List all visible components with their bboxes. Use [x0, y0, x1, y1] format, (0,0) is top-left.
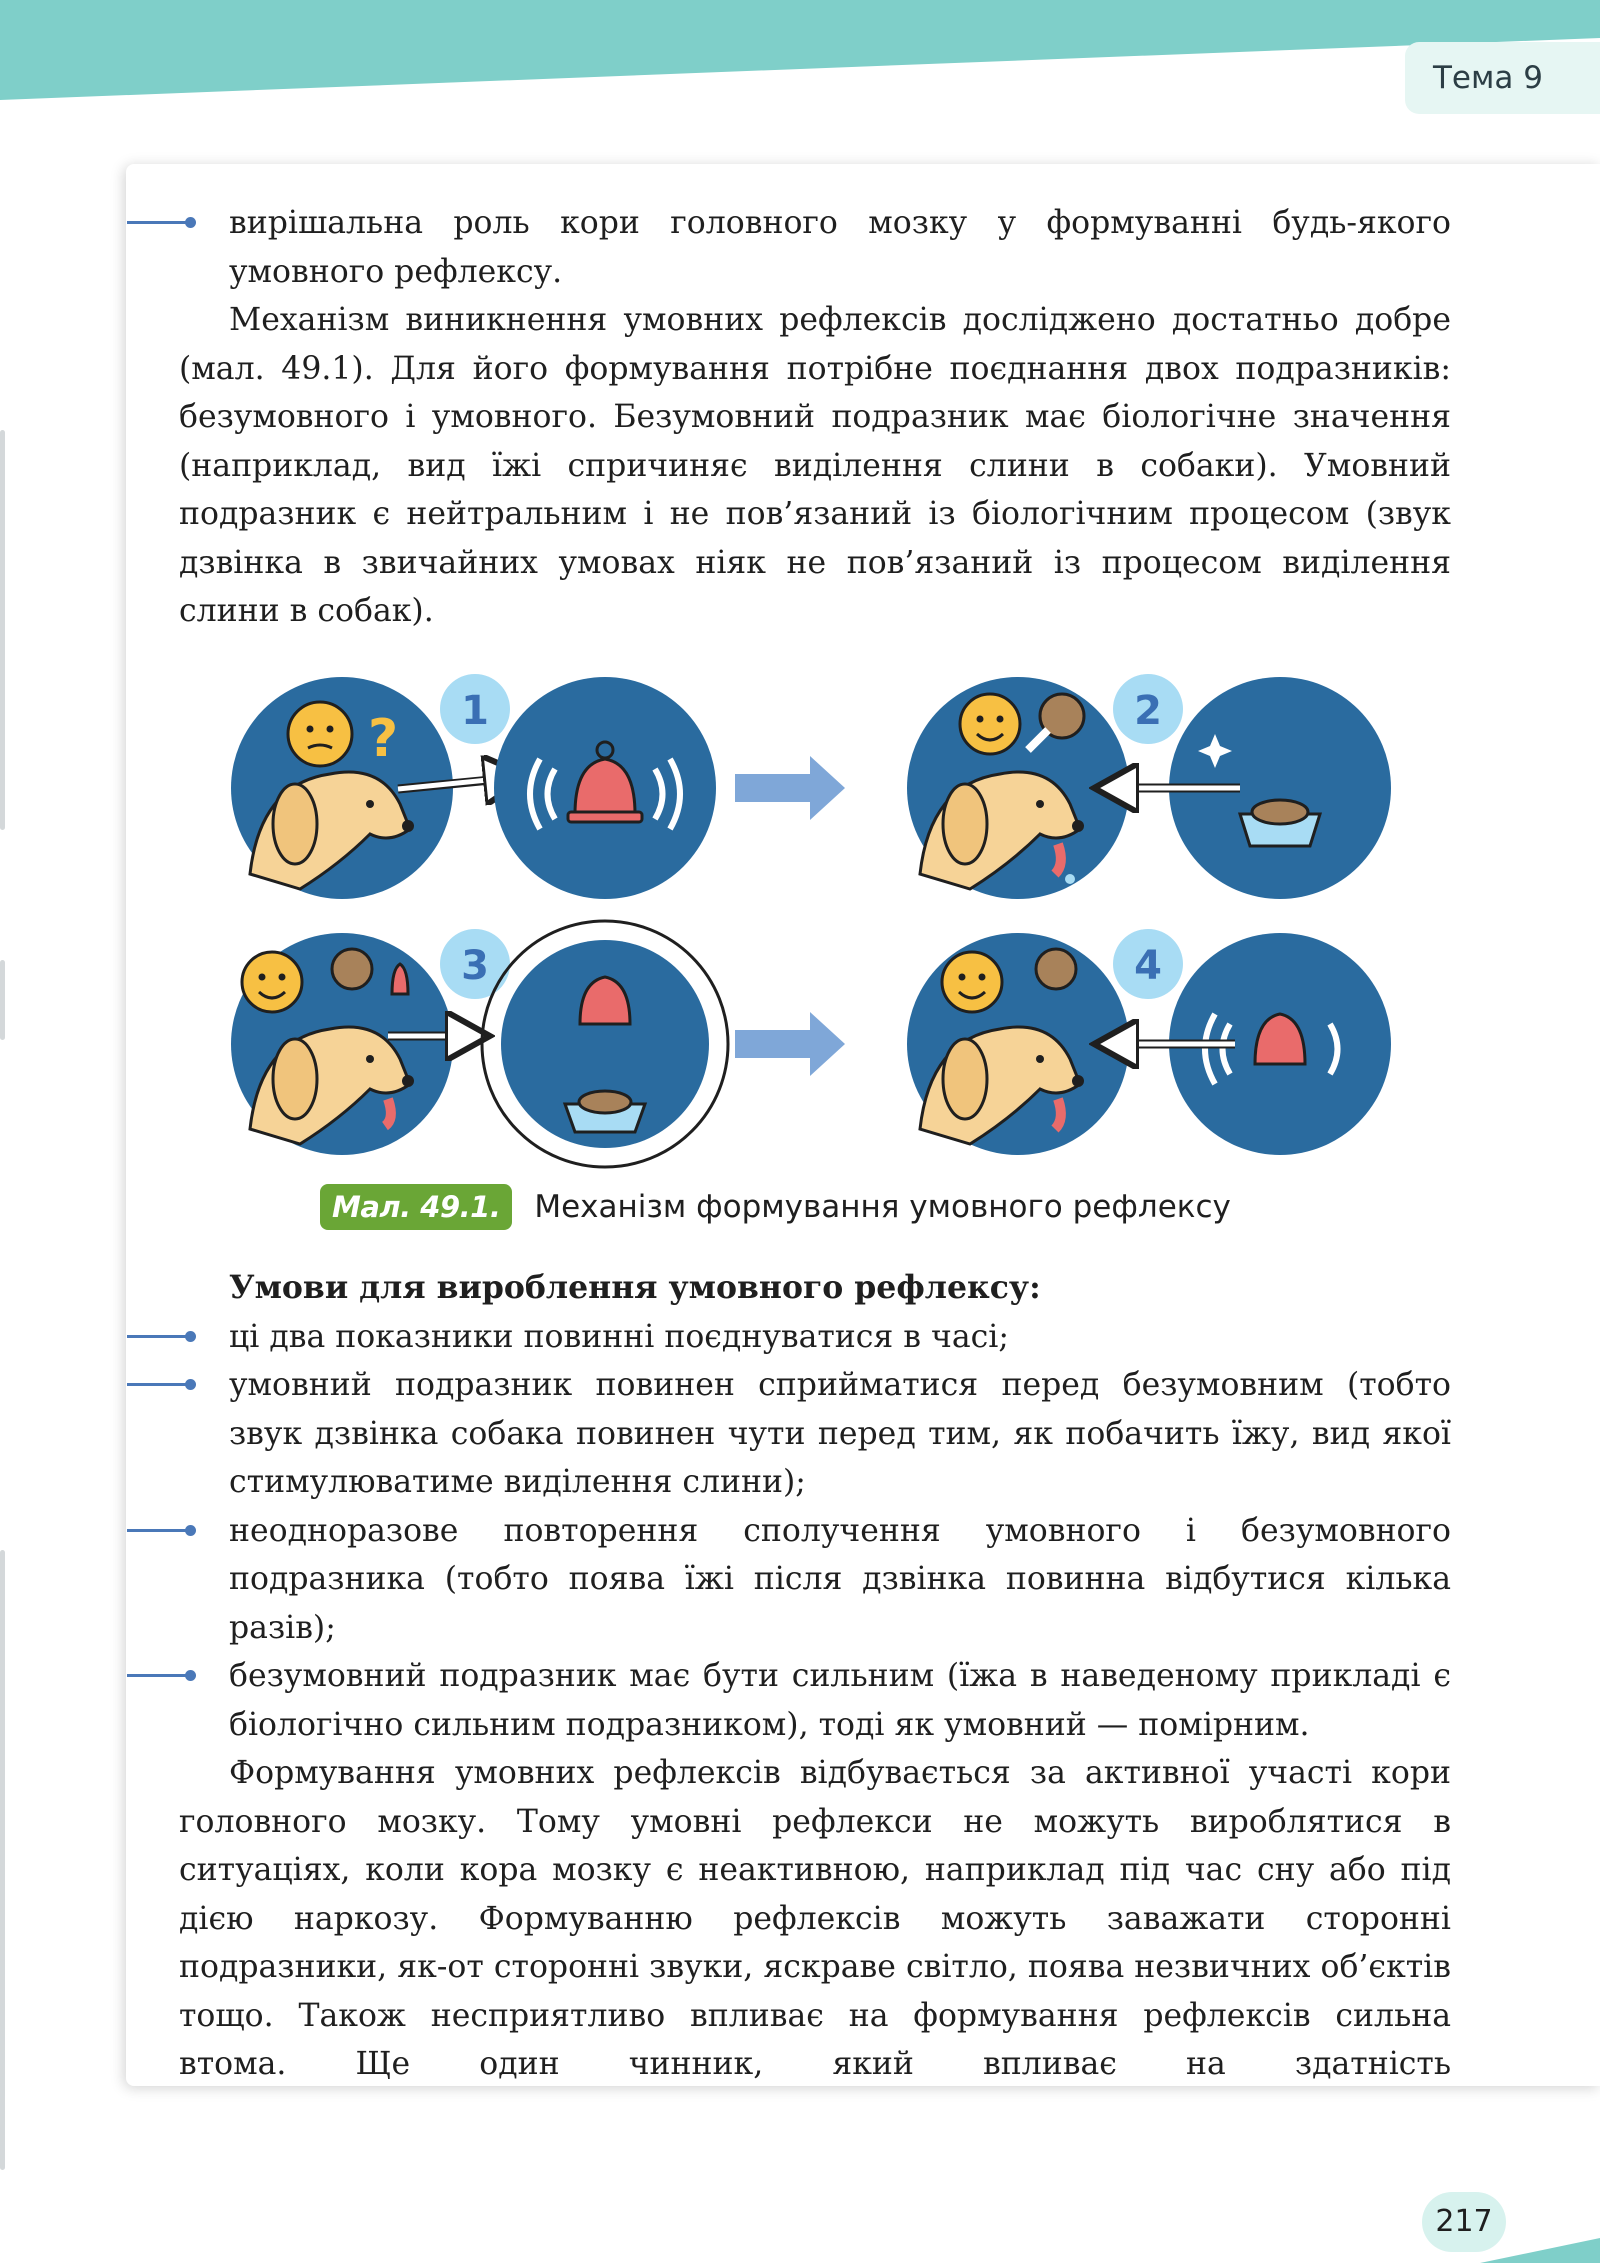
svg-text:1: 1	[461, 688, 489, 734]
bullet-line	[127, 221, 189, 224]
topic-tab: Тема 9	[1405, 42, 1600, 114]
arrow-right-icon	[735, 756, 845, 820]
list-item-text: безумовний подразник має бути сильним (їжа в наведеному прикладі є біологічно сильним подразником), тоді як умовний — помірним.	[229, 1658, 1451, 1743]
step-2-badge	[1113, 674, 1183, 744]
header-band	[0, 0, 1600, 110]
bullet-dot	[185, 1525, 196, 1536]
list-item	[179, 1313, 1451, 1362]
step-1-badge	[440, 674, 510, 744]
bullet-line	[127, 1335, 189, 1338]
bullet-dot	[185, 1331, 196, 1342]
conditions-heading: Умови для вироблення умовного рефлексу:	[229, 1269, 1041, 1306]
list-item-text: вирішальна роль кори головного мозку у формуванні будь-якого умовного рефлексу.	[229, 205, 1451, 290]
svg-text:3: 3	[461, 943, 489, 989]
happy-face-icon	[960, 694, 1020, 754]
question-mark: ?	[368, 709, 399, 769]
confused-face-icon	[288, 702, 352, 766]
bullet-line	[127, 1383, 189, 1386]
caption-label: Мал. 49.1.	[320, 1184, 512, 1230]
margin-marker	[0, 430, 5, 830]
figure-49-1	[220, 664, 1400, 1174]
step-3-badge	[440, 929, 510, 999]
figure-caption	[320, 1184, 1231, 1230]
svg-text:4: 4	[1134, 943, 1162, 989]
list-item-text: неодноразове повторення сполучення умовного і безумовного подразника (тобто поява їжі після дзвінка повинна відбутися кілька разів);	[229, 1512, 1451, 1646]
arrow-right-icon	[735, 1012, 845, 1076]
list-item-text: умовний подразник повинен сприйматися перед безумовним (тобто звук дзвінка собака повинен чути перед тим, як побачить їжу, вид якої стимулюватиме виділення слини);	[229, 1367, 1451, 1500]
step-4-badge	[1113, 929, 1183, 999]
caption-text: Механізм формування умовного рефлексу	[534, 1189, 1231, 1225]
margin-marker	[0, 960, 5, 1040]
list-item	[179, 1507, 1451, 1653]
page-number: 217	[1422, 2192, 1506, 2252]
list-item	[179, 1652, 1451, 1749]
margin-marker	[0, 1550, 5, 2170]
bell-circle	[494, 677, 716, 899]
list-item	[179, 1361, 1451, 1507]
bullet-dot	[185, 1379, 196, 1390]
text-block-bottom	[179, 1264, 1451, 2089]
bullet-dot	[185, 217, 196, 228]
text-block-top	[179, 199, 1451, 636]
step-4-dog-circle	[907, 933, 1129, 1155]
bell-and-bowl-circle	[482, 921, 728, 1167]
list-item-text: ці два показники повинні поєднуватися в часі;	[229, 1318, 1009, 1355]
footer-band	[1480, 2218, 1600, 2263]
svg-text:2: 2	[1134, 688, 1162, 734]
paragraph: Формування умовних рефлексів відбувається за активної участі кори головного мозку. Тому умовні рефлекси не можуть вироблятися в ситуаціях, коли кора мозку є неактивною, наприклад під час сну або під дією наркозу. Формуванню рефлексів можуть заважати сторонні подразники, як-от сторонні звуки, яскраве світло, поява незвичних об’єктів тощо. Також несприятливо впливає на формування рефлексів сильна втома. Ще один чинник, який впливає на здатність	[179, 1755, 1451, 2082]
paragraph: Механізм виникнення умовних рефлексів досліджено достатньо добре (мал. 49.1). Для його формування потрібне поєднання двох подразників: безумовного і умовного. Безумовний подразник має біологічне значення (наприклад, вид їжі спричиняє виділення слини в собаки). Умовний подразник є нейтральним і не пов’язаний із біологічним процесом (звук дзвінка в звичайних умовах ніяк не пов’язаний із процесом виділення слини в собак).	[179, 302, 1451, 629]
bullet-line	[127, 1529, 189, 1532]
list-item	[179, 199, 1451, 296]
bullet-dot	[185, 1670, 196, 1681]
bullet-line	[127, 1674, 189, 1677]
